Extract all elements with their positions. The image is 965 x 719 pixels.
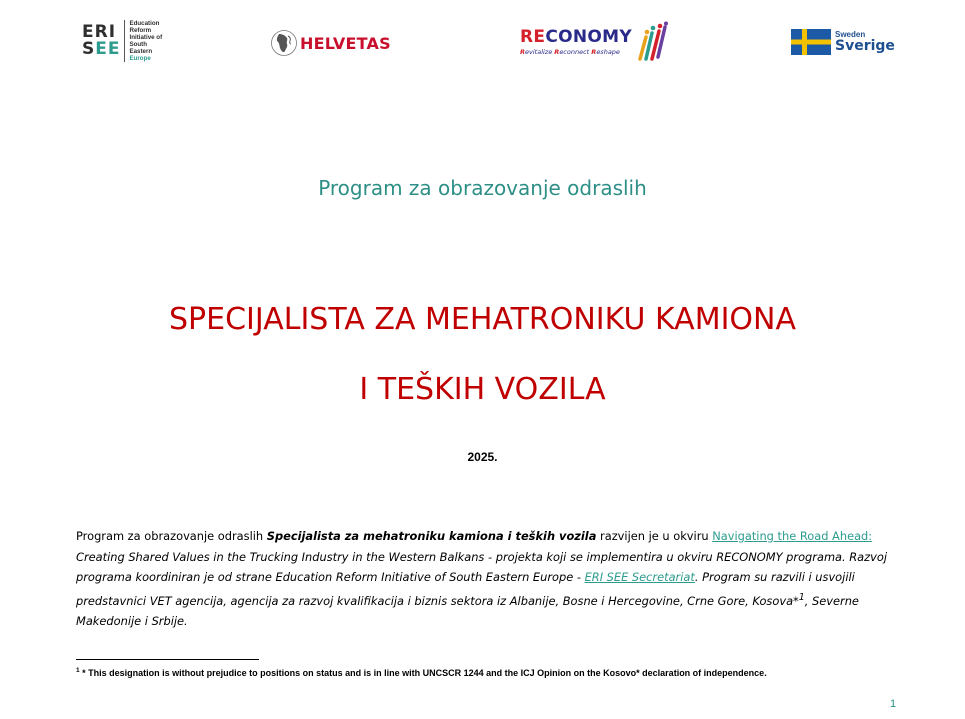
reconomy-logo	[520, 21, 668, 63]
helvetas-wordmark: HELVETAS	[300, 33, 391, 53]
sweden-wordmark: Sweden Sverige	[835, 30, 895, 54]
reconomy-wordmark	[520, 26, 632, 56]
people-figures-icon	[634, 21, 668, 63]
footnote-mark: 1	[76, 667, 80, 674]
document-title-line-1: SPECIJALISTA ZA MEHATRONIKU KAMIONA	[169, 302, 796, 337]
erisee-wordmark: Education Reform Initiative of South Eastern Europe	[129, 20, 163, 62]
footnote-reference[interactable]: 1	[798, 591, 805, 603]
swedish-flag-icon	[791, 29, 831, 55]
page-number: 1	[890, 698, 897, 710]
helvetas-logo	[270, 28, 391, 58]
intro-paragraph: Program za obrazovanje odraslih Specijalista za mehatroniku kamiona i teških vozila razvijen je u okviru Navigating the Road Ahead: Creating Shared Values in the Trucking Industry in the Western Balkans - projekta koji se implementira u okviru RECONOMY programa. Razvoj programa koordiniran je od strane Education Reform Initiative of South Eastern Europe - ERI SEE Secretariat. Program su razvili i usvojili predstavnici VET agencija, agencija za razvoj kvalifikacija i biznis sektora iz Albanije, Bosne i Hercegovine, Crne Gore, Kosova*$^1$, Severne Makedonije i Srbije.	[76, 529, 888, 628]
globe-icon	[270, 29, 298, 57]
footnote: $^1$ * This designation is without prejudice to positions on status and is in line with UNCSCR 1244 and the ICJ Opinion on the Kosovo* declaration of independence.	[76, 667, 767, 678]
navigating-road-ahead-link[interactable]: Navigating the Road Ahead:	[712, 529, 873, 543]
program-name: Specijalista za mehatroniku kamiona i teških vozila	[266, 529, 597, 543]
reconomy-tagline: Revitalize Reconnect Reshape	[520, 47, 620, 56]
document-title-line-2: I TEŠKIH VOZILA	[359, 372, 606, 407]
erisee-mark	[82, 24, 120, 58]
erisee-secretariat-link[interactable]: ERI SEE Secretariat	[584, 570, 695, 584]
erisee-mark-bottom: SEE	[82, 39, 121, 59]
reconomy-title: RECONOMY	[520, 26, 632, 47]
sweden-logo	[791, 27, 895, 57]
footnote-separator	[76, 659, 259, 660]
erisee-divider	[124, 20, 125, 62]
document-year: 2025.	[467, 450, 498, 464]
erisee-logo	[82, 19, 162, 63]
erisee-mark-top: ERI	[82, 22, 117, 42]
document-subtitle: Program za obrazovanje odraslih	[318, 176, 647, 200]
